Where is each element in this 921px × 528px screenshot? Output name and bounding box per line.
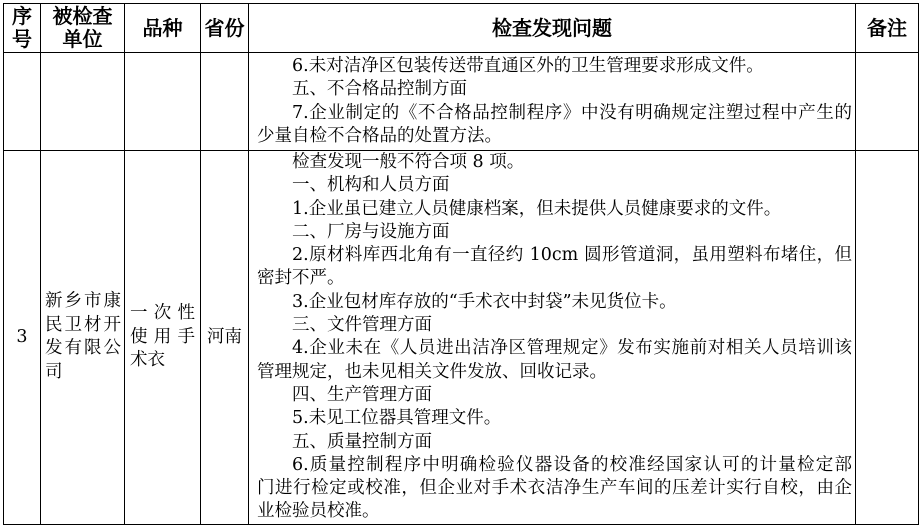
problem-line: 业检验员校准。 [257, 501, 380, 522]
problem-line: 二、厂房与设施方面 [292, 221, 450, 242]
header-seq: 序号 [4, 4, 41, 53]
problem-paragraph [257, 55, 852, 78]
problem-line: 一、机构和人员方面 [292, 175, 450, 196]
problem-paragraph [257, 151, 852, 174]
unit-cell: 新乡市康民卫材开发有限公司 [41, 151, 125, 525]
problem-paragraph [257, 407, 852, 430]
province-cell: 河南 [201, 151, 249, 525]
problem-line: 3.企业包材库存放的“手术衣中封袋”未见货位卡。 [292, 291, 677, 312]
header-problems: 检查发现问题 [249, 4, 856, 53]
header-province: 省份 [201, 4, 249, 53]
problem-paragraph [257, 314, 852, 337]
problem-paragraph [257, 291, 852, 314]
problem-paragraph [257, 102, 852, 149]
problem-line: 少量自检不合格品的处置方法。 [257, 125, 502, 146]
problem-line: 6.质量控制程序中明确检验仪器设备的校准经国家认可的计量检定部 [292, 454, 852, 475]
problems-cell [249, 53, 856, 151]
problem-line: 7.企业制定的《不合格品控制程序》中没有明确规定注塑过程中产生的 [292, 102, 852, 123]
problem-paragraph [257, 337, 852, 384]
header-variety: 品种 [125, 4, 201, 53]
problem-paragraph [257, 454, 852, 524]
problem-paragraph [257, 431, 852, 454]
remarks-cell [856, 151, 919, 525]
seq-cell: 3 [4, 151, 41, 525]
problem-line: 密封不严。 [257, 268, 345, 289]
problem-line: 4.企业未在《人员进出洁净区管理规定》发布实施前对相关人员培训该 [292, 338, 852, 359]
problem-paragraph [257, 221, 852, 244]
problem-paragraph [257, 384, 852, 407]
header-remarks: 备注 [856, 4, 919, 53]
remarks-cell [856, 53, 919, 151]
unit-cell [41, 53, 125, 151]
seq-cell [4, 53, 41, 151]
problem-paragraph [257, 78, 852, 101]
problem-line: 检查发现一般不符合项 8 项。 [292, 152, 525, 172]
problem-line: 1.企业虽已建立人员健康档案，但未提供人员健康要求的文件。 [292, 198, 782, 219]
table-row [4, 151, 919, 525]
header-unit: 被检查单位 [41, 4, 125, 53]
problem-line: 门进行检定或校准，但企业对手术衣洁净生产车间的压差计实行自校，由企 [257, 478, 852, 499]
problem-paragraph [257, 198, 852, 221]
inspection-table [3, 3, 919, 525]
problem-line: 6.未对洁净区包装传送带直通区外的卫生管理要求形成文件。 [292, 55, 764, 76]
variety-cell: 一次性使用手术衣 [125, 151, 201, 525]
province-cell [201, 53, 249, 151]
problem-line: 5.未见工位器具管理文件。 [292, 408, 502, 429]
problem-line: 2.原材料库西北角有一直径约 10cm 圆形管道洞，虽用塑料布堵住，但 [292, 245, 852, 266]
problem-paragraph [257, 174, 852, 197]
problem-line: 五、质量控制方面 [292, 431, 432, 452]
problem-line: 五、不合格品控制方面 [292, 79, 467, 100]
table-row [4, 53, 919, 151]
problem-paragraph [257, 244, 852, 291]
problem-line: 管理规定，也未见相关文件发放、回收记录。 [257, 361, 607, 382]
header-row [4, 4, 919, 53]
variety-cell [125, 53, 201, 151]
problem-line: 三、文件管理方面 [292, 315, 432, 336]
problem-line: 四、生产管理方面 [292, 384, 432, 405]
problems-cell [249, 151, 856, 525]
